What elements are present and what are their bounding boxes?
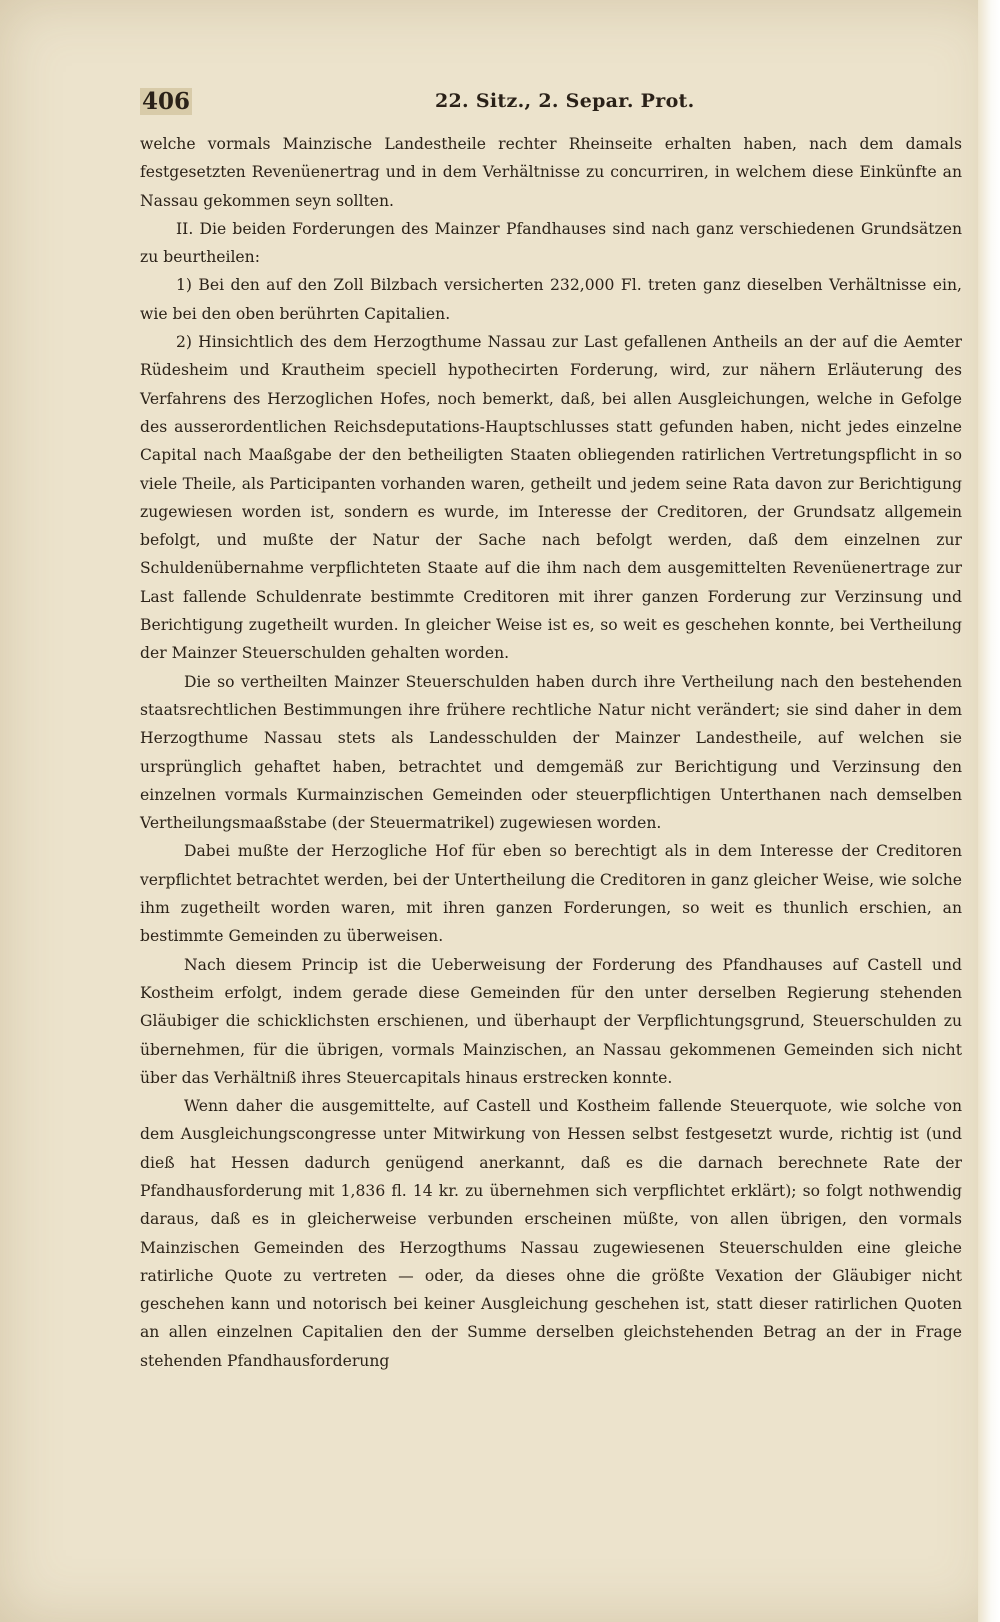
paragraph-continuation: welche vormals Mainzische Landestheile rechter Rheinseite erhalten haben, nach dem damals festgesetzten Revenüenertrag und in dem Verhältnisse zu concurriren, in welchem diese Einkünfte an Nassau gekommen seyn sollten. bbox=[140, 135, 962, 210]
paragraph-section-ii: II. Die beiden Forderungen des Mainzer Pfandhauses sind nach ganz verschiedenen Grundsätzen zu beurtheilen: bbox=[140, 219, 962, 267]
paragraph: Dabei mußte der Herzogliche Hof für eben so berechtigt als in dem Interesse der Creditoren verpflichtet betrachtet werden, bei der Untertheilung die Creditoren in ganz gleicher Weise, wie solche ihm zugetheilt worden waren, mit ihren ganzen Forderungen, so weit es thunlich erschien, an bestimmte Gemeinden zu überweisen. bbox=[140, 842, 962, 946]
page-header bbox=[140, 88, 960, 118]
paragraph: Wenn daher die ausgemittelte, auf Castell und Kostheim fallende Steuerquote, wie solche von dem Ausgleichungscongresse unter Mitwirkung von Hessen selbst festgesetzt wurde, richtig ist (und dieß hat Hessen dadurch genügend anerkannt, daß es die darnach berechnete Rate der Pfandhausforderung mit 1,836 fl. 14 kr. zu übernehmen sich verpflichtet erklärt); so folgt nothwendig daraus, daß es in gleicherweise verbunden erscheinen müßte, von allen übrigen, den vormals Mainzischen Gemeinden des Herzogthums Nassau zugewiesenen Steuerschulden eine gleiche ratirliche Quote zu vertreten — oder, da dieses ohne die größte Vexation der Gläubiger nicht geschehen kann und notorisch bei keiner Ausgleichung geschehen ist, statt dieser ratirlichen Quoten an allen einzelnen Capitalien den der Summe derselben gleichstehenden Betrag an der in Frage stehenden Pfandhausforderung bbox=[140, 1097, 962, 1370]
running-head: 22. Sitz., 2. Separ. Prot. bbox=[435, 90, 695, 112]
page-edge bbox=[978, 0, 1000, 1622]
page-number: 406 bbox=[142, 88, 191, 115]
paragraph: Die so vertheilten Mainzer Steuerschulden haben durch ihre Vertheilung nach den bestehenden staatsrechtlichen Bestimmungen ihre frühere rechtliche Natur nicht verändert; sie sind daher in dem Herzogthume Nassau stets als Landesschulden der Mainzer Landestheile, auf welchen sie ursprünglich gehaftet haben, betrachtet und demgemäß zur Berichtigung und Verzinsung den einzelnen vormals Kurmainzischen Gemeinden oder steuerpflichtigen Unterthanen nach demselben Vertheilungsmaaßstabe (der Steuermatrikel) zugewiesen worden. bbox=[140, 672, 962, 833]
paragraph-point-1: 1) Bei den auf den Zoll Bilzbach versicherten 232,000 Fl. treten ganz dieselben Verhältnisse ein, wie bei den oben berührten Capitalien. bbox=[140, 276, 962, 323]
paragraph-point-2: 2) Hinsichtlich des dem Herzogthume Nassau zur Last gefallenen Antheils an der auf die Aemter Rüdesheim und Krautheim speciell hypothecirten Forderung, wird, zur nähern Erläuterung des Verfahrens des Herzoglichen Hofes, noch bemerkt, daß, bei allen Ausgleichungen, welche in Gefolge des ausserordentlichen Reichsdeputations-Hauptschlusses statt gefunden haben, nicht jedes einzelne Capital nach Maaßgabe der den betheiligten Staaten obliegenden ratirlichen Vertretungspflicht in so viele Theile, als Participanten vorhanden waren, getheilt und jedem seine Rata davon zur Berichtigung zugewiesen worden ist, sondern es wurde, im Interesse der Creditoren, der Grundsatz allgemein befolgt, und mußte der Natur der Sache nach befolgt werden, daß dem einzelnen zur Schuldenübernahme verpflichteten Staate auf die ihm nach dem ausgemittelten Revenüenertrage zur Last fallende Schuldenrate bestimmte Creditoren mit ihrer ganzen Forderung zur Verzinsung und Berichtigung zugetheilt wurden. In gleicher Weise ist es, so weit es geschehen konnte, bei Vertheilung der Mainzer Steuerschulden gehalten worden. bbox=[140, 333, 962, 663]
paragraph: Nach diesem Princip ist die Ueberweisung der Forderung des Pfandhauses auf Castell und Kostheim erfolgt, indem gerade diese Gemeinden für den unter derselben Regierung stehenden Gläubiger die schicklichsten erschienen, und überhaupt der Verpflichtungsgrund, Steuerschulden zu übernehmen, für die übrigen, vormals Mainzischen, an Nassau gekommenen Gemeinden sich nicht über das Verhältniß ihres Steuercapitals hinaus erstrecken konnte. bbox=[140, 955, 962, 1087]
body-text bbox=[140, 130, 962, 1375]
